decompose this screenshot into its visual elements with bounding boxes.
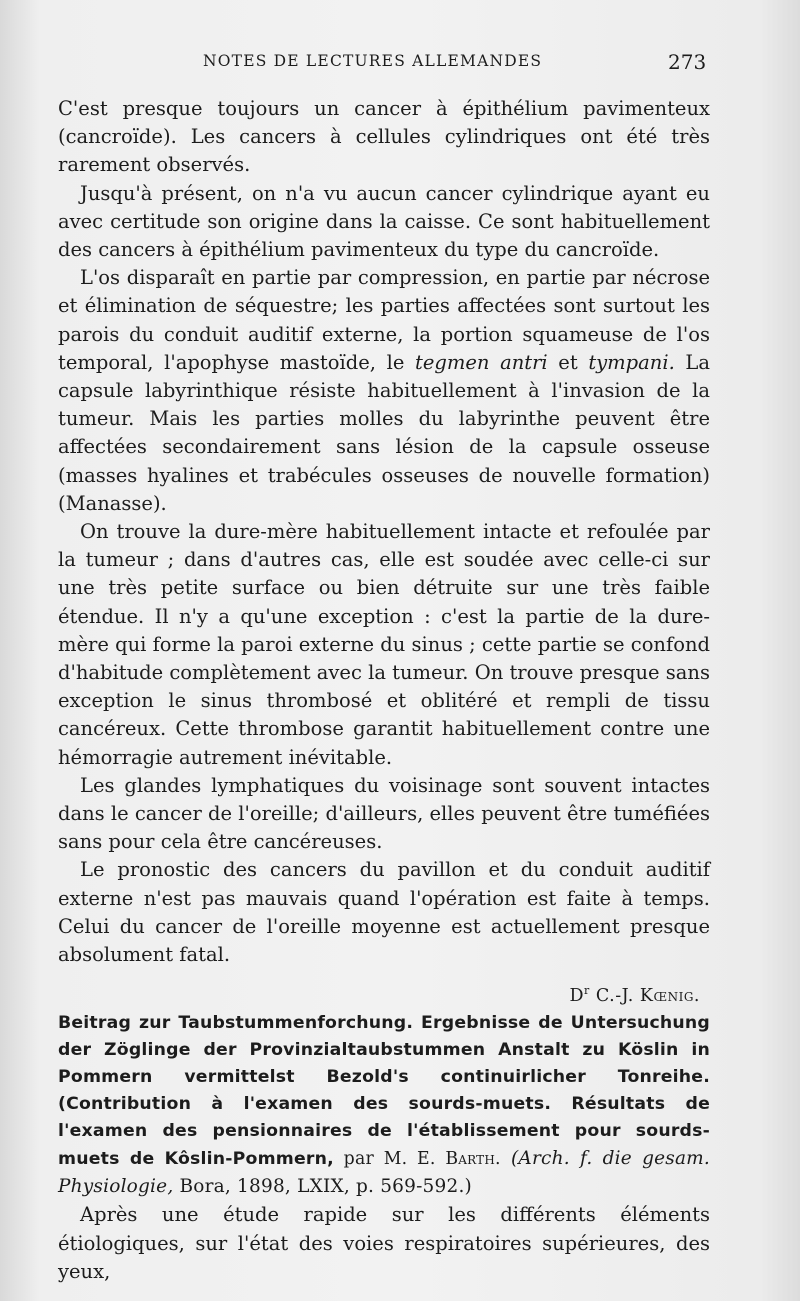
review-title: Beitrag zur Taubstummenforchung. Ergebnisse de Untersuchung der Zöglinge der Provinzialtaubstummen Anstalt zu Köslin in Pommern vermittelst Bezold's continuirlicher Tonreihe. (Contribution à l'examen des sourds-muets. Résultats de l'examen des pensionnaires de l'établissement pour sourds-muets de Kôslin-Pommern,	[58, 1013, 710, 1170]
italic-term-tympani: tympani.	[588, 350, 675, 374]
text-run: L'os disparaît en partie par compression, en partie par nécrose et élimination de séquestre; les parties affectées sont surtout les parois du conduit auditif externe, la portion squameuse de l'os temporal, l'apophyse mastoïde, le	[58, 266, 710, 374]
paragraph-cylindrical-cancer: Jusqu'à présent, on n'a vu aucun cancer cylindrique ayant eu avec certitude son origine dans la caisse. Ce sont habituellement des cancers à épithélium pavimenteux du type du cancroïde.	[58, 181, 710, 262]
review-reference: Bora, 1898, LXIX, p. 569-592.)	[173, 1176, 472, 1198]
paragraph-lymph-glands: Les glandes lymphatiques du voisinage sont souvent intactes dans le cancer de l'oreille; d'ailleurs, elles peuvent être tuméfiées sans pour cela être cancéreuses.	[58, 773, 710, 854]
author-signature	[58, 977, 710, 1010]
review-by: par M. E.	[333, 1149, 446, 1170]
body-text	[58, 95, 710, 1286]
text-run: et	[547, 350, 589, 374]
review-journal: (Arch. f. die gesam. Physiologie,	[58, 1148, 711, 1198]
paragraph-bone-destruction	[58, 264, 710, 518]
review-first-paragraph: Après une étude rapide sur les différents éléments étiologiques, sur l'état des voies respiratoires supérieures, des yeux,	[58, 1203, 710, 1283]
running-head: NOTES DE LECTURES ALLEMANDES	[203, 52, 543, 70]
signature-name: C.-J. Kœnig.	[589, 986, 700, 1007]
paragraph-prognosis: Le pronostic des cancers du pavillon et du conduit auditif externe n'est pas mauvais quand l'opération est faite à temps. Celui du cancer de l'oreille moyenne est actuellement presque absolument fatal.	[58, 858, 710, 967]
text-run: La capsule labyrinthique résiste habituellement à l'invasion de la tumeur. Mais les parties molles du labyrinthe peuvent être affectées secondairement sans lésion de la capsule osseuse (masses hyalines et trabécules osseuses de nouvelle formation) (Manasse).	[58, 350, 710, 515]
paragraph-dura-mater: On trouve la dure-mère habituellement intacte et refoulée par la tumeur ; dans d'autres cas, elle est soudée avec celle-ci sur une très petite surface ou bien détruite sur une très faible étendue. Il n'y a qu'une exception : c'est la partie de la dure-mère qui forme la paroi externe du sinus ; cette partie se confond d'habitude complètement avec la tumeur. On trouve presque sans exception le sinus thrombosé et oblitéré et rempli de tissu cancéreux. Cette thrombose garantit habituellement contre une hémorragie autrement inévitable.	[58, 520, 710, 769]
italic-term-tegmen: tegmen antri	[415, 350, 548, 374]
page-number: 273	[668, 50, 707, 74]
signature-prefix: D	[569, 986, 585, 1007]
review-heading	[58, 1010, 710, 1201]
page-header	[0, 50, 800, 80]
signature-superscript: r	[584, 984, 590, 998]
paragraph-carcinoma-type: C'est presque toujours un cancer à épithélium pavimenteux (cancroïde). Les cancers à cellules cylindriques ont été très rarement observés.	[58, 97, 710, 177]
review-author: Barth.	[445, 1149, 501, 1170]
